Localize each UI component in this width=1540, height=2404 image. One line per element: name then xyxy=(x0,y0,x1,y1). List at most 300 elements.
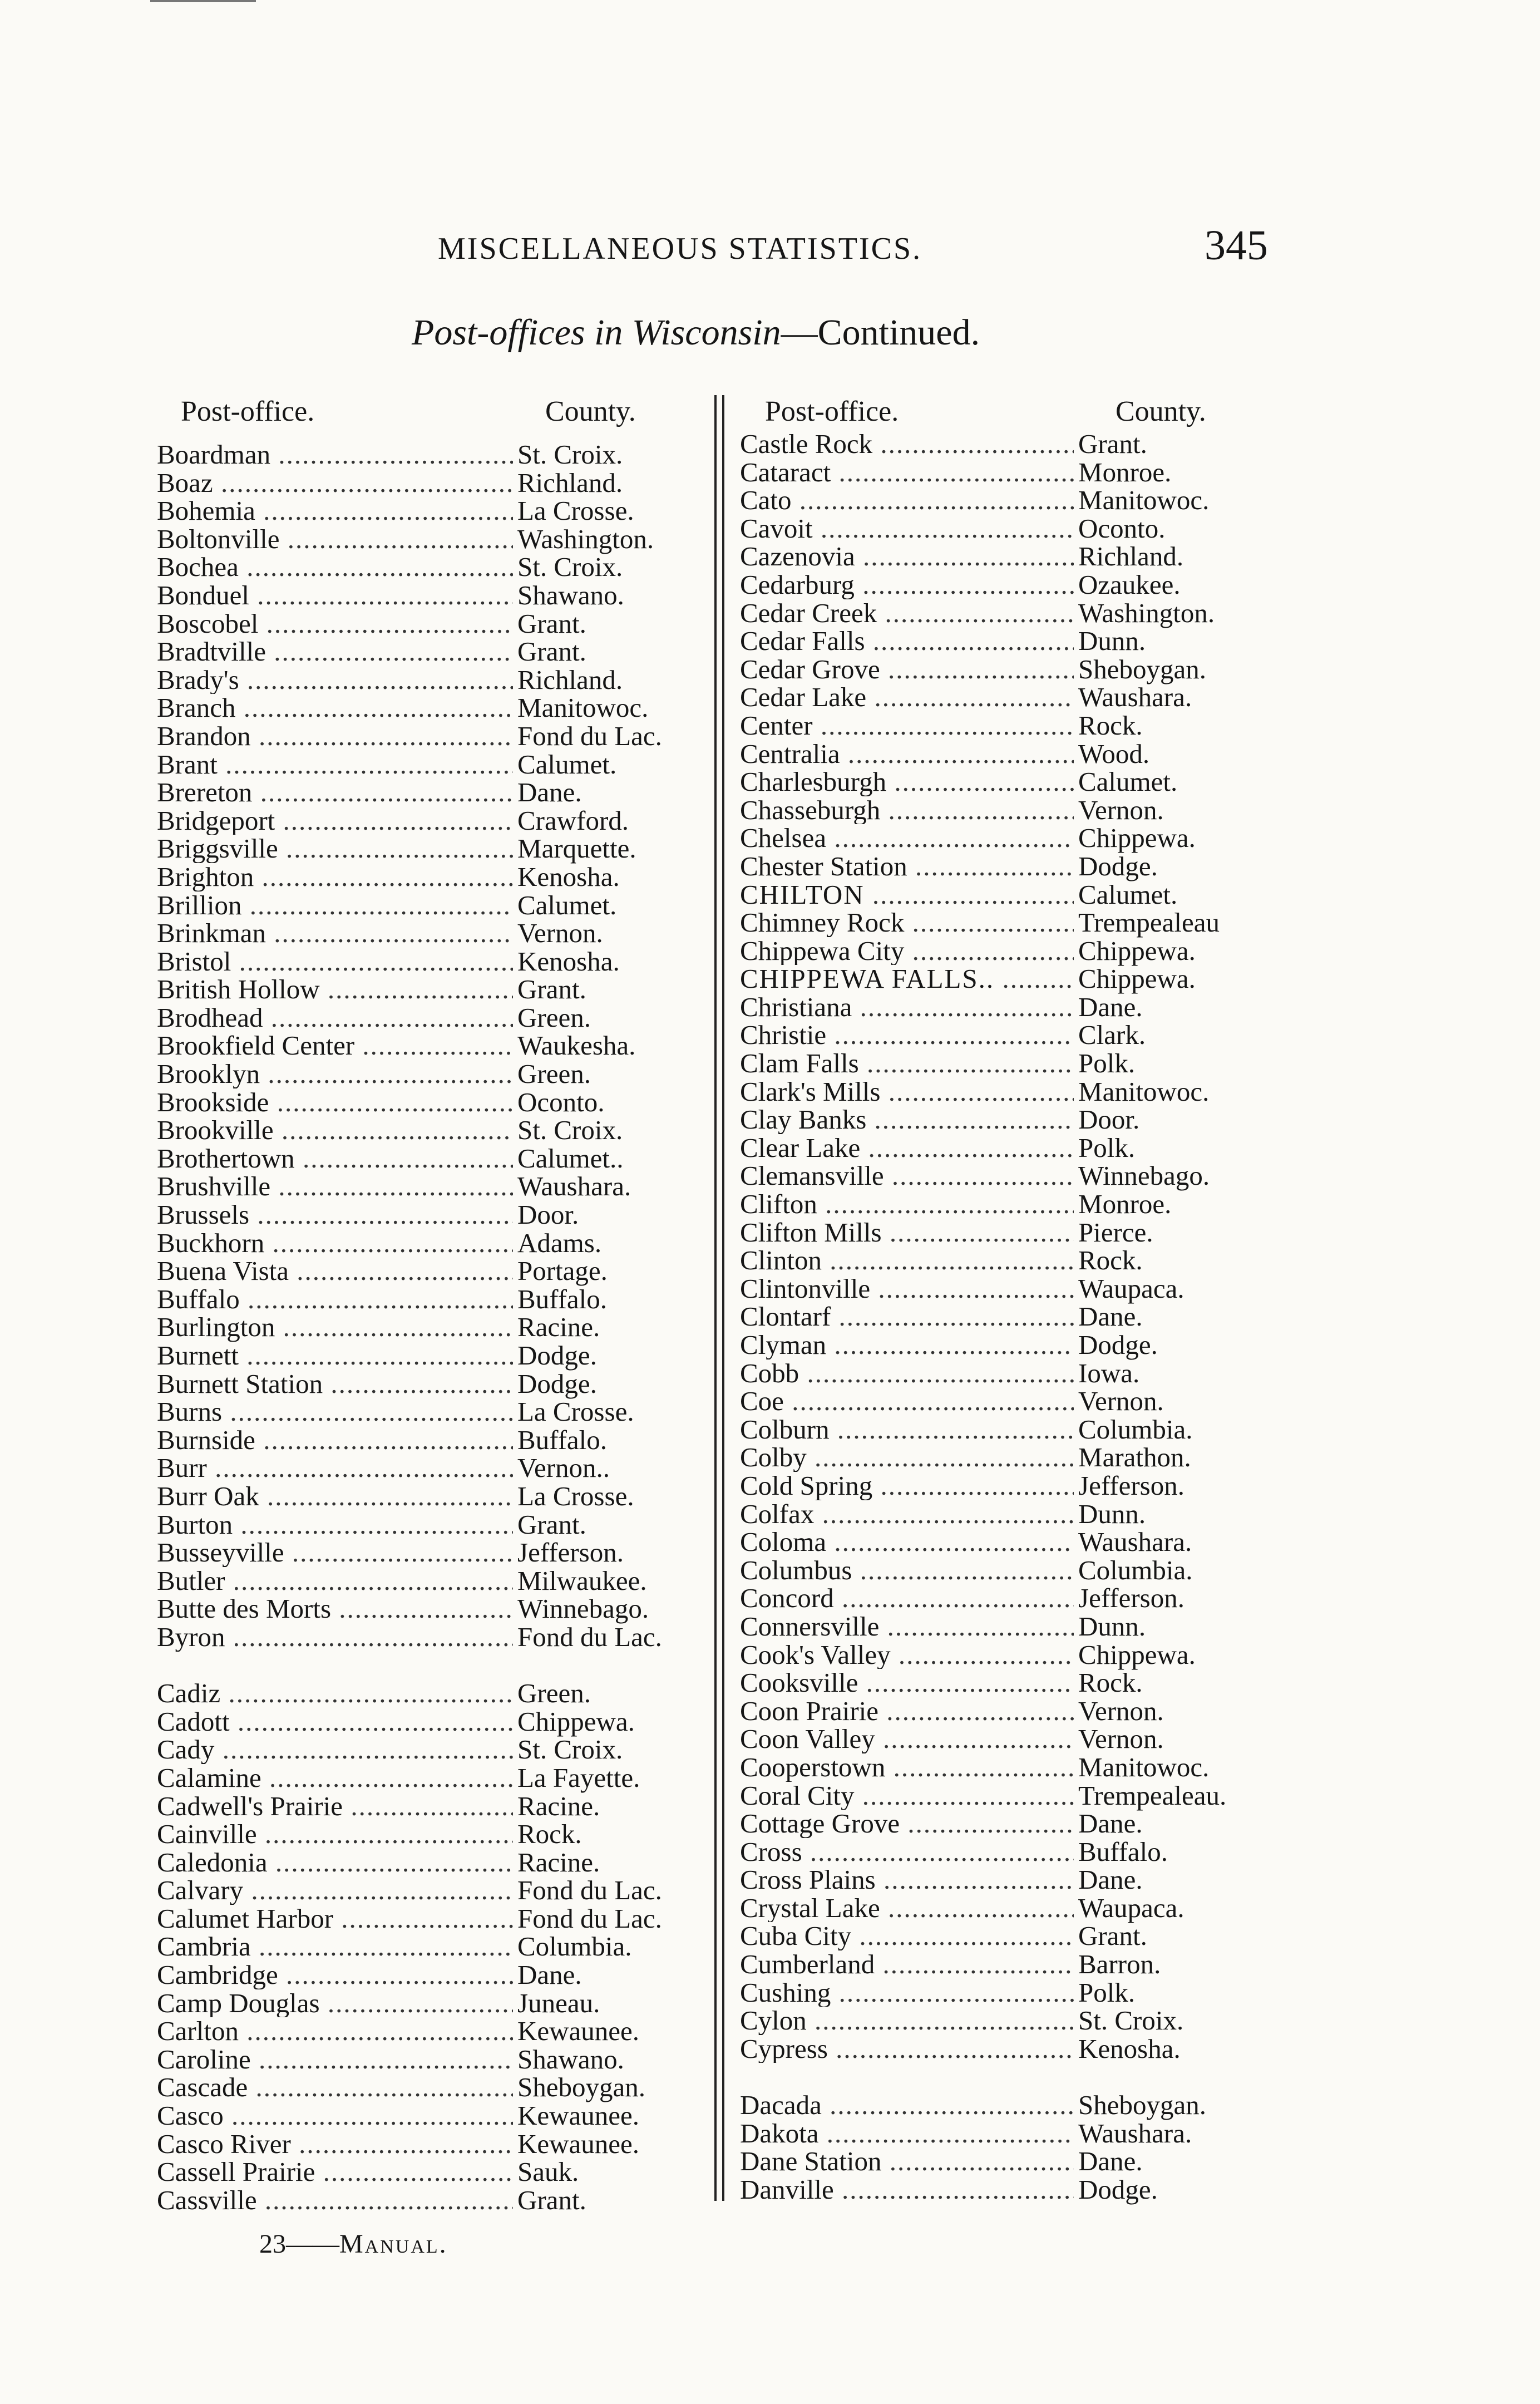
county-name: Calumet. xyxy=(1078,766,1178,797)
county-name: Fond du Lac. xyxy=(517,1903,662,1934)
post-office-name: Branch ..... xyxy=(157,694,513,722)
list-item xyxy=(157,1370,713,1398)
post-office-name: Center ..... xyxy=(740,712,1074,740)
list-item xyxy=(740,881,1302,909)
list-item xyxy=(740,1359,1302,1388)
post-office-name: Cazenovia ..... xyxy=(740,543,1074,571)
county-name: Waushara. xyxy=(1078,1526,1192,1558)
post-office-name: Clam Falls ..... xyxy=(740,1050,1074,1078)
county-name: Manitowoc. xyxy=(1078,1076,1210,1107)
post-office-name: Cold Spring ..... xyxy=(740,1472,1074,1500)
post-office-name: Coloma ..... xyxy=(740,1528,1074,1556)
list-item xyxy=(157,2186,713,2215)
list-item xyxy=(157,1201,713,1229)
county-name: Kenosha. xyxy=(517,861,620,892)
county-name: Grant. xyxy=(517,1509,586,1540)
signature-mark xyxy=(259,2229,448,2259)
county-name: Sauk. xyxy=(517,2156,579,2188)
post-office-name: Burton ..... xyxy=(157,1511,513,1539)
post-office-name: Dacada ..... xyxy=(740,2091,1074,2120)
county-name: Trempealeau xyxy=(1078,907,1220,938)
post-office-name: Busseyville ..... xyxy=(157,1539,513,1567)
county-name: Buffalo. xyxy=(517,1424,608,1455)
county-name: La Crosse. xyxy=(517,1396,634,1427)
list-item xyxy=(157,1905,713,1933)
post-office-name: Coon Prairie ..... xyxy=(740,1697,1074,1726)
list-item xyxy=(157,469,713,497)
county-name: Dane. xyxy=(1078,1808,1143,1839)
subtitle-continued: —Continued. xyxy=(781,312,980,353)
list-item xyxy=(157,748,713,780)
county-name: Polk. xyxy=(1078,1977,1136,2008)
list-item xyxy=(740,1838,1302,1866)
county-name: Winnebago. xyxy=(517,1593,649,1624)
list-item xyxy=(740,1669,1302,1697)
county-name: Jefferson. xyxy=(1078,1583,1184,1614)
right-post-office-list xyxy=(740,430,1302,2204)
county-name: Manitowoc. xyxy=(1078,1751,1210,1782)
county-name: Grant. xyxy=(517,636,586,667)
county-name: Grant. xyxy=(517,2184,586,2215)
county-name: Sheboygan. xyxy=(517,2072,645,2103)
post-office-name: Cassell Prairie ..... xyxy=(157,2158,513,2186)
county-name: Fond du Lac. xyxy=(517,1875,662,1906)
county-name: Dodge. xyxy=(517,1340,597,1371)
county-name: La Fayette. xyxy=(517,1762,640,1793)
list-item xyxy=(740,1413,1302,1445)
post-office-name: Cedar Lake ..... xyxy=(740,683,1074,712)
county-name: Dunn. xyxy=(1078,625,1146,657)
county-name: Shawano. xyxy=(517,2043,624,2075)
post-office-name: Burns ..... xyxy=(157,1398,513,1426)
post-office-name: Cook's Valley ..... xyxy=(740,1641,1074,1669)
county-name: Dane. xyxy=(517,1959,582,1991)
list-item xyxy=(157,1426,713,1455)
list-item xyxy=(740,1894,1302,1923)
post-office-name: Casco River ..... xyxy=(157,2130,513,2159)
table-subtitle xyxy=(412,312,980,354)
post-office-name: Cady ..... xyxy=(157,1736,513,1764)
post-office-name: Casco ..... xyxy=(157,2102,513,2130)
list-item xyxy=(740,1641,1302,1669)
list-item xyxy=(740,850,1302,881)
post-office-name: Clark's Mills ..... xyxy=(740,1078,1074,1106)
post-office-name: Cassville ..... xyxy=(157,2186,513,2215)
post-office-name: Buckhorn ..... xyxy=(157,1229,513,1258)
post-office-name: Burr Oak ..... xyxy=(157,1482,513,1511)
list-item xyxy=(740,740,1302,769)
post-office-name: Colby ..... xyxy=(740,1444,1074,1472)
county-name: Monroe. xyxy=(1078,1189,1172,1220)
post-office-name: Brandon ..... xyxy=(157,722,513,751)
county-name: Calumet. xyxy=(517,748,617,780)
list-item xyxy=(740,1021,1302,1050)
post-office-name: Charlesburgh ..... xyxy=(740,768,1074,796)
county-name: Winnebago. xyxy=(1078,1160,1210,1191)
list-item xyxy=(157,1736,713,1764)
post-office-name: Brillion ..... xyxy=(157,891,513,920)
county-name: Green. xyxy=(517,1002,591,1033)
county-name: Clark. xyxy=(1078,1019,1146,1051)
list-item xyxy=(740,909,1302,937)
county-name: Jefferson. xyxy=(517,1537,624,1568)
post-office-name: Christie ..... xyxy=(740,1021,1074,1050)
list-item xyxy=(740,599,1302,628)
list-item xyxy=(157,919,713,948)
list-item xyxy=(740,683,1302,712)
county-name: Waupaca. xyxy=(1078,1273,1184,1304)
list-item xyxy=(740,1866,1302,1894)
county-name: Vernon. xyxy=(1078,1386,1164,1417)
list-item xyxy=(740,430,1302,459)
post-office-name: Brookfield Center ..... xyxy=(157,1032,513,1060)
county-name: Green. xyxy=(517,1058,591,1090)
list-item xyxy=(740,1303,1302,1331)
county-name: Dodge. xyxy=(517,1368,597,1399)
county-name: Waushara. xyxy=(1078,2117,1192,2149)
list-item xyxy=(740,1950,1302,1979)
list-item xyxy=(740,1610,1302,1642)
list-item xyxy=(740,1528,1302,1556)
post-office-name: Caledonia ..... xyxy=(157,1849,513,1877)
list-item xyxy=(157,1088,713,1117)
list-item xyxy=(740,1753,1302,1782)
list-item xyxy=(157,1060,713,1088)
county-name: Dane. xyxy=(1078,1864,1143,1895)
list-item xyxy=(157,2102,713,2130)
post-office-name: Danville ..... xyxy=(740,2176,1074,2204)
post-office-name: Brodhead ..... xyxy=(157,1004,513,1032)
post-office-name: Butler ..... xyxy=(157,1567,513,1595)
post-office-name: Burnett ..... xyxy=(157,1342,513,1370)
county-name: Kewaunee. xyxy=(517,2016,640,2047)
list-item xyxy=(157,1876,713,1905)
list-item xyxy=(157,807,713,835)
list-item xyxy=(157,441,713,469)
list-item xyxy=(740,2007,1302,2035)
list-item xyxy=(157,1764,713,1792)
post-office-name: Brushville ..... xyxy=(157,1173,513,1201)
county-name: Buffalo. xyxy=(1078,1836,1168,1867)
post-office-name: Burlington ..... xyxy=(157,1313,513,1342)
county-name: Columbia. xyxy=(1078,1554,1193,1585)
county-name: Dane. xyxy=(517,777,582,808)
list-item xyxy=(157,2043,713,2075)
post-office-name: Brothertown ..... xyxy=(157,1145,513,1173)
list-item xyxy=(157,610,713,638)
list-item xyxy=(157,2130,713,2159)
county-name: Racine. xyxy=(517,1312,600,1343)
county-name: Chippewa. xyxy=(1078,822,1196,854)
list-item xyxy=(157,553,713,582)
post-office-name: Chester Station ..... xyxy=(740,853,1074,881)
post-office-name: Coon Valley ..... xyxy=(740,1725,1074,1753)
list-item xyxy=(157,1595,713,1623)
post-office-name: Carlton ..... xyxy=(157,2017,513,2046)
county-name: Racine. xyxy=(517,1790,600,1821)
right-post-office-header: Post-office. xyxy=(765,396,899,427)
post-office-name: Burr ..... xyxy=(157,1454,513,1482)
county-name: Door. xyxy=(517,1199,579,1230)
list-item xyxy=(157,1961,713,1989)
post-office-name: Dane Station ..... xyxy=(740,2147,1074,2176)
post-office-name: Coe ..... xyxy=(740,1387,1074,1416)
county-name: Chippewa. xyxy=(1078,963,1196,994)
list-item xyxy=(740,2117,1302,2149)
county-name: Marathon. xyxy=(1078,1442,1191,1473)
post-office-name: Christiana ..... xyxy=(740,993,1074,1022)
post-office-name: Crystal Lake ..... xyxy=(740,1894,1074,1923)
county-name: Calumet.. xyxy=(517,1142,624,1174)
list-item xyxy=(157,497,713,525)
post-office-name: Brighton ..... xyxy=(157,863,513,891)
list-item xyxy=(740,571,1302,599)
post-office-name: CHILTON ..... xyxy=(740,881,1074,909)
county-name: Fond du Lac. xyxy=(517,1621,662,1652)
post-office-name: Clontarf ..... xyxy=(740,1303,1074,1331)
county-name: Vernon. xyxy=(517,918,603,949)
county-name: Rock. xyxy=(1078,1245,1143,1276)
post-office-name: Clinton ..... xyxy=(740,1247,1074,1275)
post-office-name: Byron ..... xyxy=(157,1623,513,1652)
post-office-name: Bridgeport ..... xyxy=(157,807,513,835)
post-office-name: Clay Banks ..... xyxy=(740,1106,1074,1134)
post-office-name: Brookside ..... xyxy=(157,1088,513,1117)
post-office-name: Cuba City ..... xyxy=(740,1922,1074,1950)
county-name: Grant. xyxy=(517,608,586,639)
list-item xyxy=(740,2176,1302,2204)
post-office-name: Coral City ..... xyxy=(740,1782,1074,1810)
list-item xyxy=(157,1846,713,1878)
county-name: Oconto. xyxy=(517,1086,605,1117)
post-office-name: Centralia ..... xyxy=(740,740,1074,769)
post-office-name: British Hollow ..... xyxy=(157,976,513,1004)
list-item xyxy=(740,965,1302,993)
post-office-name: Colfax ..... xyxy=(740,1500,1074,1529)
right-county-header: County. xyxy=(1115,396,1206,427)
post-office-name: Burnside ..... xyxy=(157,1426,513,1455)
county-name: Portage. xyxy=(517,1255,608,1287)
county-name: Wood. xyxy=(1078,738,1150,769)
county-name: Vernon. xyxy=(1078,1695,1164,1726)
county-name: Door. xyxy=(1078,1104,1140,1135)
list-item xyxy=(740,456,1302,487)
county-name: Dunn. xyxy=(1078,1498,1146,1529)
county-name: Dodge. xyxy=(1078,1329,1158,1360)
county-name: St. Croix. xyxy=(517,1115,623,1146)
county-name: Dane. xyxy=(1078,2146,1143,2177)
list-item xyxy=(157,1933,713,1961)
post-office-name: Cedar Grove ..... xyxy=(740,656,1074,684)
list-item xyxy=(740,1275,1302,1303)
county-name: Buffalo. xyxy=(517,1283,608,1314)
list-item xyxy=(157,2017,713,2046)
post-office-name: Chimney Rock ..... xyxy=(740,909,1074,937)
list-item xyxy=(740,486,1302,515)
county-name: Dane. xyxy=(1078,991,1143,1022)
list-item xyxy=(740,1725,1302,1753)
county-name: Calumet. xyxy=(517,889,617,920)
post-office-name: Bradtville ..... xyxy=(157,638,513,666)
county-name: Sheboygan. xyxy=(1078,653,1206,684)
county-name: Barron. xyxy=(1078,1949,1161,1980)
post-office-name: Cross Plains ..... xyxy=(740,1866,1074,1894)
post-office-name: Chasseburgh ..... xyxy=(740,796,1074,825)
list-item xyxy=(740,2035,1302,2063)
list-item xyxy=(740,796,1302,825)
list-item xyxy=(157,1567,713,1595)
county-name: Milwaukee. xyxy=(517,1565,647,1596)
left-post-office-list xyxy=(157,441,713,2214)
county-name: Crawford. xyxy=(517,805,629,836)
county-name: Dunn. xyxy=(1078,1610,1146,1642)
list-item xyxy=(740,1106,1302,1134)
post-office-name: Burnett Station ..... xyxy=(157,1370,513,1398)
county-name: St. Croix. xyxy=(517,439,623,470)
list-item xyxy=(157,2073,713,2102)
county-name: Columbia. xyxy=(1078,1413,1193,1445)
post-office-name: Boaz ..... xyxy=(157,469,513,497)
signature-dash: —— xyxy=(286,2229,339,2259)
county-name: Marquette. xyxy=(517,833,636,864)
post-office-name: Brooklyn ..... xyxy=(157,1060,513,1088)
signature-label: Manual. xyxy=(339,2229,448,2259)
county-name: La Crosse. xyxy=(517,495,634,526)
county-name: Racine. xyxy=(517,1846,600,1878)
county-name: Shawano. xyxy=(517,579,624,610)
county-name: Vernon.. xyxy=(517,1452,610,1484)
county-name: Chippewa. xyxy=(1078,1639,1196,1670)
post-office-name: Cedar Falls ..... xyxy=(740,627,1074,656)
post-office-name: Briggsville ..... xyxy=(157,835,513,863)
post-office-name: Cedar Creek ..... xyxy=(740,599,1074,628)
county-name: Pierce. xyxy=(1078,1216,1153,1248)
list-item xyxy=(157,1398,713,1426)
list-item xyxy=(157,1173,713,1201)
post-office-name: Castle Rock ..... xyxy=(740,430,1074,459)
county-name: Green. xyxy=(517,1678,591,1709)
list-item xyxy=(157,1032,713,1060)
post-office-name: Calumet Harbor ..... xyxy=(157,1905,513,1933)
list-item xyxy=(740,2091,1302,2120)
list-item xyxy=(740,1584,1302,1613)
post-office-name: Cooksville ..... xyxy=(740,1669,1074,1697)
post-office-name: Clifton Mills ..... xyxy=(740,1219,1074,1247)
list-item xyxy=(157,945,713,977)
county-name: Polk. xyxy=(1078,1048,1136,1079)
column-divider-right xyxy=(722,395,724,2201)
list-item xyxy=(157,1342,713,1370)
list-item xyxy=(740,1782,1302,1810)
list-item xyxy=(740,1162,1302,1190)
list-item xyxy=(157,1142,713,1174)
post-office-name: Cainville ..... xyxy=(157,1820,513,1849)
county-name: Rock. xyxy=(1078,1667,1143,1698)
post-office-name: Buena Vista ..... xyxy=(157,1257,513,1285)
county-name: Trempealeau. xyxy=(1078,1780,1227,1811)
list-item xyxy=(157,638,713,666)
post-office-name: Bristol ..... xyxy=(157,948,513,976)
list-item xyxy=(740,768,1302,796)
post-office-name: Brady's ..... xyxy=(157,666,513,694)
county-name: St. Croix. xyxy=(517,1734,623,1765)
county-name: Ozaukee. xyxy=(1078,569,1181,600)
post-office-name: Brant ..... xyxy=(157,751,513,779)
post-office-name: Boltonville ..... xyxy=(157,525,513,554)
list-item xyxy=(157,1708,713,1736)
county-name: Iowa. xyxy=(1078,1357,1140,1388)
post-office-name: Cambridge ..... xyxy=(157,1961,513,1989)
list-item xyxy=(157,1792,713,1821)
post-office-name: Calamine ..... xyxy=(157,1764,513,1792)
county-name: Waushara. xyxy=(517,1171,631,1202)
list-item xyxy=(740,712,1302,740)
left-county-header: County. xyxy=(545,396,636,427)
list-item xyxy=(740,1387,1302,1416)
post-office-name: Caroline ..... xyxy=(157,2046,513,2074)
list-item xyxy=(157,779,713,807)
list-item xyxy=(740,1247,1302,1275)
list-item xyxy=(157,1482,713,1511)
post-office-name: Columbus ..... xyxy=(740,1556,1074,1585)
list-item xyxy=(740,937,1302,965)
list-item xyxy=(157,1257,713,1285)
county-name: Richland. xyxy=(1078,541,1184,572)
post-office-name: Cottage Grove ..... xyxy=(740,1810,1074,1838)
county-name: La Crosse. xyxy=(517,1480,634,1511)
post-office-name: Cooperstown ..... xyxy=(740,1753,1074,1782)
county-name: Sheboygan. xyxy=(1078,2090,1206,2121)
list-item xyxy=(740,1697,1302,1726)
list-item xyxy=(740,1556,1302,1585)
county-name: Rock. xyxy=(517,1819,582,1850)
list-item xyxy=(740,1190,1302,1219)
county-name: Jefferson. xyxy=(1078,1470,1184,1501)
county-name: Kenosha. xyxy=(517,945,620,977)
county-name: Dodge. xyxy=(1078,850,1158,881)
post-office-name: Brereton ..... xyxy=(157,779,513,807)
list-item xyxy=(157,666,713,694)
post-office-name: Cadiz ..... xyxy=(157,1679,513,1708)
post-office-name: Cataract ..... xyxy=(740,459,1074,487)
left-post-office-header: Post-office. xyxy=(181,396,315,427)
list-item xyxy=(740,824,1302,853)
list-item xyxy=(740,1922,1302,1950)
list-item xyxy=(157,579,713,610)
list-item xyxy=(740,2147,1302,2176)
post-office-name: Cadwell's Prairie ..... xyxy=(157,1792,513,1821)
list-item xyxy=(157,1285,713,1314)
list-item xyxy=(740,543,1302,571)
post-office-name: Cumberland ..... xyxy=(740,1950,1074,1979)
post-office-name: Cascade ..... xyxy=(157,2073,513,2102)
list-item xyxy=(157,1679,713,1708)
post-office-name: Cross ..... xyxy=(740,1838,1074,1866)
list-item xyxy=(740,1331,1302,1359)
county-name: Vernon. xyxy=(1078,1723,1164,1755)
list-item xyxy=(157,1454,713,1482)
list-item xyxy=(157,1820,713,1849)
post-office-name: Cadott ..... xyxy=(157,1708,513,1736)
list-item xyxy=(157,1004,713,1032)
county-name: Adams. xyxy=(517,1227,602,1258)
post-office-name: Bonduel ..... xyxy=(157,582,513,610)
post-office-name: Cylon ..... xyxy=(740,2007,1074,2035)
list-item xyxy=(157,1229,713,1258)
post-office-name: Boscobel ..... xyxy=(157,610,513,638)
county-name: Kewaunee. xyxy=(517,2128,640,2159)
list-item xyxy=(740,1500,1302,1529)
